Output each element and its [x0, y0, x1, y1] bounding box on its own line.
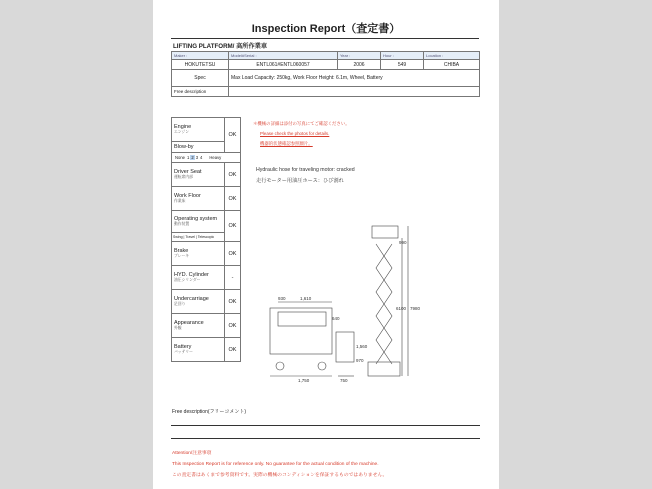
dim-930: 930: [278, 296, 286, 301]
inspection-items-table: [171, 117, 241, 362]
dim-1610: 1,610: [300, 296, 312, 301]
report-subtitle: LIFTING PLATFORM/ 高所作業車: [173, 43, 268, 50]
attention-block: [172, 448, 387, 481]
dim-640: 640: [332, 316, 340, 321]
item-driver-seat: Driver Seat 運転席内部: [172, 163, 225, 187]
front-view-body: [336, 332, 354, 362]
dim-1560: 1,560: [356, 344, 368, 349]
model-label: Model#Serial :: [229, 52, 338, 60]
side-view-wheel-front: [276, 362, 284, 370]
year-value: 2006: [338, 60, 381, 70]
hour-label: Hour :: [381, 52, 424, 60]
free-description-label: Free description: [172, 87, 229, 97]
hydraulic-note-en: Hydraulic hose for traveling motor: cracked: [256, 167, 355, 173]
photo-notes: [253, 119, 350, 149]
machine-dimension-diagram: [268, 220, 421, 390]
item-operating-system-status: OK: [225, 211, 241, 242]
item-driver-seat-status: OK: [225, 163, 241, 187]
dim-6100: 6100: [396, 306, 407, 311]
blowby-scale: None 1 2 3 4 Heavy: [172, 153, 241, 163]
title-rule: [171, 38, 479, 39]
item-battery-status: OK: [225, 338, 241, 362]
item-undercarriage: Undercarriage 足回り: [172, 290, 225, 314]
operating-sub: Swing | Travel | Telescopic: [172, 233, 225, 242]
dim-990: 990: [399, 240, 407, 245]
dim-7980: 7980: [410, 306, 421, 311]
machine-info-table: [171, 51, 480, 97]
item-appearance-status: OK: [225, 314, 241, 338]
item-operating-system: Operating system 動作装置: [172, 211, 225, 233]
attention-en: This Inspection Report is for reference only. No guarantee for the actual condition of the machine.: [172, 462, 379, 467]
location-label: Location :: [424, 52, 480, 60]
scissor-arm-right: [376, 244, 392, 364]
hydraulic-note: [256, 165, 355, 187]
report-page: [153, 0, 499, 489]
item-work-floor-status: OK: [225, 187, 241, 211]
free-description-bottom: Free description(フリーコメント): [172, 409, 246, 415]
side-view-body: [270, 308, 332, 354]
note-line-2[interactable]: Please check the photos for details.: [260, 131, 330, 136]
item-hyd-cylinder: HYD. Cylinder 油圧シリンダー: [172, 266, 225, 290]
item-hyd-cylinder-status: -: [225, 266, 241, 290]
attention-jp: この査定書はあくまで参考資料です。実際の機械のコンディションを保証するものではありません。: [172, 473, 388, 478]
item-battery: Battery バッテリー: [172, 338, 225, 362]
item-undercarriage-status: OK: [225, 290, 241, 314]
comment-line-1: [171, 425, 480, 426]
item-brake-status: OK: [225, 242, 241, 266]
dim-750: 750: [340, 378, 348, 383]
hydraulic-note-jp: 走行モーター用油圧ホース：ひび割れ: [256, 178, 344, 184]
report-title: Inspection Report（査定書）: [251, 23, 401, 35]
hour-value: 549: [381, 60, 424, 70]
free-description-value: [229, 87, 480, 97]
location-value: CHIBA: [424, 60, 480, 70]
note-line-1: ＊機械の詳細は添付の写真にてご確認ください。: [253, 121, 350, 126]
spec-value: Max Load Capacity: 250kg, Work Floor Height: 6.1m, Wheel, Battery: [229, 70, 480, 87]
attention-title: Attention/注意事項: [172, 451, 212, 456]
dim-1750: 1,750: [298, 378, 310, 383]
spec-label: Spec: [172, 70, 229, 87]
item-appearance: Appearance 外観: [172, 314, 225, 338]
side-view-wheel-rear: [318, 362, 326, 370]
model-value: ENTL061#ENTL060057: [229, 60, 338, 70]
maker-label: Maker :: [172, 52, 229, 60]
raised-base: [368, 362, 400, 376]
item-brake: Brake ブレーキ: [172, 242, 225, 266]
raised-platform: [372, 226, 398, 238]
year-label: Year :: [338, 52, 381, 60]
item-engine: Engine エンジン: [172, 118, 225, 142]
maker-value: HOKUTETSU: [172, 60, 229, 70]
item-engine-status: OK: [225, 118, 241, 153]
dim-970: 970: [356, 358, 364, 363]
item-work-floor: Work Floor 作業床: [172, 187, 225, 211]
side-view-platform: [278, 312, 326, 326]
note-line-3[interactable]: 機器的状態確認参照願片。: [260, 141, 313, 146]
blowby-label: Blow-by: [172, 142, 225, 153]
comment-line-2: [171, 438, 480, 439]
